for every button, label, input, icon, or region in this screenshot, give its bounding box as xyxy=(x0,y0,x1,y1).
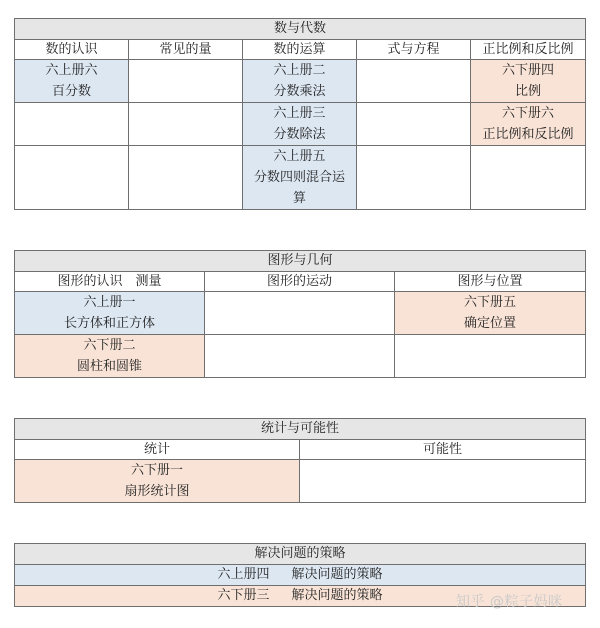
unit-label: 六上册三 xyxy=(273,106,326,121)
topic-label: 分数乘法 xyxy=(273,84,326,99)
topic-label: 确定位置 xyxy=(464,316,517,331)
empty-cell xyxy=(300,460,586,503)
strategy-row-1 xyxy=(15,565,586,586)
topic-label: 扇形统计图 xyxy=(124,484,190,499)
header-common-quantities: 常见的量 xyxy=(129,40,243,60)
statistics-title: 统计与可能性 xyxy=(15,419,586,440)
topic-label-continued: 算 xyxy=(292,191,306,206)
unit-label: 六下册一 xyxy=(130,463,183,478)
topic-label: 圆柱和圆锥 xyxy=(76,359,142,374)
cell-fraction-mixed-operations xyxy=(243,146,357,210)
topic-label: 正比例和反比例 xyxy=(482,127,574,142)
header-number-operations: 数的运算 xyxy=(243,40,357,60)
topic-label: 百分数 xyxy=(51,84,91,99)
topic-label: 长方体和正方体 xyxy=(63,316,155,331)
cell-percentage xyxy=(15,60,129,103)
empty-cell xyxy=(129,60,243,103)
statistics-table xyxy=(14,418,586,503)
header-statistics: 统计 xyxy=(15,440,300,460)
empty-cell xyxy=(205,292,395,335)
algebra-table xyxy=(14,18,586,210)
empty-cell xyxy=(357,103,471,146)
header-number-concept: 数的认识 xyxy=(15,40,129,60)
empty-cell xyxy=(15,146,129,210)
topic-label: 分数除法 xyxy=(273,127,326,142)
cell-cuboid-cube xyxy=(15,292,205,335)
empty-cell xyxy=(357,60,471,103)
unit-label: 六下册五 xyxy=(464,295,517,310)
algebra-title: 数与代数 xyxy=(15,19,586,40)
unit-label: 六上册一 xyxy=(83,295,136,310)
cell-determine-position xyxy=(395,292,586,335)
geometry-title: 图形与几何 xyxy=(15,251,586,272)
cell-fraction-division xyxy=(243,103,357,146)
topic-label: 比例 xyxy=(515,84,542,99)
unit-label: 六下册六 xyxy=(502,106,555,121)
strategy-title: 解决问题的策略 xyxy=(15,544,586,565)
geometry-table xyxy=(14,250,586,378)
cell-pie-chart xyxy=(15,460,300,503)
unit-label: 六上册六 xyxy=(45,63,98,78)
empty-cell xyxy=(205,335,395,378)
header-equations: 式与方程 xyxy=(357,40,471,60)
empty-cell xyxy=(129,146,243,210)
unit-label: 六上册二 xyxy=(273,63,326,78)
empty-cell xyxy=(15,103,129,146)
topic-label: 解决问题的策略 xyxy=(291,588,383,603)
header-shape-position: 图形与位置 xyxy=(395,272,586,292)
header-shape-motion: 图形的运动 xyxy=(205,272,395,292)
cell-fraction-multiplication xyxy=(243,60,357,103)
unit-label: 六下册二 xyxy=(83,338,136,353)
empty-cell xyxy=(357,146,471,210)
header-proportion: 正比例和反比例 xyxy=(471,40,586,60)
unit-label: 六下册三 xyxy=(217,588,270,603)
topic-label: 分数四则混合运 xyxy=(253,170,345,185)
cell-direct-inverse-proportion xyxy=(471,103,586,146)
empty-cell xyxy=(395,335,586,378)
header-shape-measure: 图形的认识 测量 xyxy=(15,272,205,292)
empty-cell xyxy=(129,103,243,146)
empty-cell xyxy=(471,146,586,210)
header-probability: 可能性 xyxy=(300,440,586,460)
unit-label: 六下册四 xyxy=(502,63,555,78)
unit-label: 六上册四 xyxy=(217,567,270,582)
topic-label: 解决问题的策略 xyxy=(291,567,383,582)
cell-cylinder-cone xyxy=(15,335,205,378)
watermark: 知乎 @粽子妈咪 xyxy=(456,594,563,610)
cell-ratio xyxy=(471,60,586,103)
unit-label: 六上册五 xyxy=(273,149,326,164)
